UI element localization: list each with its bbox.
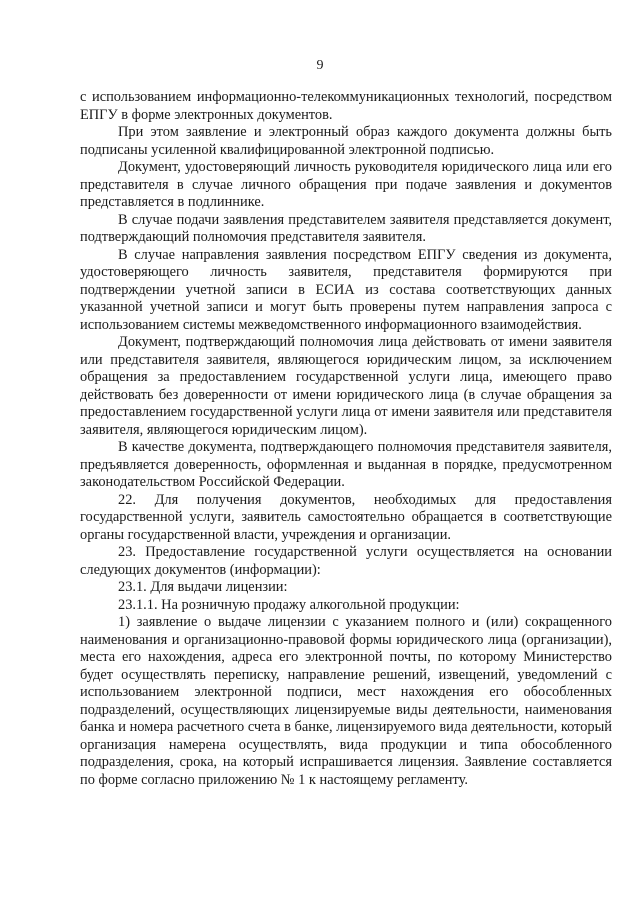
paragraph-clause-22: 22. Для получения документов, необходимых для предоставления государственной услуги, заявитель самостоятельно обращается в соответствующие органы государственной власти, учреждения и организации. [80, 491, 612, 543]
paragraph-power-of-attorney: В качестве документа, подтверждающего полномочия представителя заявителя, предъявляется доверенность, оформленная и выданная в порядке, предусмотренном законодательством Российской Федерации. [80, 439, 612, 490]
paragraph-authority-document: Документ, подтверждающий полномочия лица действовать от имени заявителя или представителя заявителя, являющегося юридическим лицом, за исключением обращения за предоставлением государственной услуги лица, имеющего право действовать без доверенности от имени юридического лица (в случае обращения за предоставлением государственной услуги лица от имени заявителя или представителя заявителя, являющегося юридическим лицом). [80, 334, 612, 438]
paragraph-representative-authority: В случае подачи заявления представителем заявителя представляется документ, подтверждающий полномочия представителя заявителя. [80, 211, 612, 245]
page-number: 9 [316, 58, 324, 73]
paragraph-clause-23-1-1: 23.1.1. На розничную продажу алкогольной продукции: [118, 596, 460, 613]
paragraph-clause-23-1: 23.1. Для выдачи лицензии: [118, 579, 288, 595]
paragraph-epgu-esia: В случае направления заявления посредством ЕПГУ сведения из документа, удостоверяющего личность заявителя, представителя формируются при подтверждении учетной записи в ЕСИА из состава соответствующих данных указанной учетной записи и могут быть проверены путем направления запроса с использованием системы межведомственного информационного взаимодействия. [80, 246, 612, 333]
paragraph-item-1-application: 1) заявление о выдаче лицензии с указанием полного и (или) сокращенного наименования и организационно-правовой формы юридического лица (организации), места его нахождения, адреса его электронной почты, по которому Министерство будет осуществлять переписку, направление решений, извещений, уведомлений с использованием электронной подписи, мест нахождения его обособленных подразделений, осуществляющих лицензируемые виды деятельности, наименования банка и номера расчетного счета в банке, лицензируемого вида деятельности, который организация намерена осуществлять, вида продукции и типа обособленного подразделения, срока, на который испрашивается лицензия. Заявление составляется по форме согласно приложению № 1 к настоящему регламенту. [80, 614, 612, 788]
paragraph-clause-23: 23. Предоставление государственной услуги осуществляется на основании следующих документов (информации): [80, 544, 612, 578]
paragraph-identity-document: Документ, удостоверяющий личность руководителя юридического лица или его представителя в случае личного обращения при подаче заявления и документов представляется в подлиннике. [80, 159, 612, 210]
paragraph-signature-requirement: При этом заявление и электронный образ каждого документа должны быть подписаны усиленной квалифицированной электронной подписью. [80, 124, 612, 158]
document-body [80, 89, 612, 789]
paragraph-continuation: с использованием информационно-телекоммуникационных технологий, посредством ЕПГУ в форме электронных документов. [80, 89, 612, 123]
